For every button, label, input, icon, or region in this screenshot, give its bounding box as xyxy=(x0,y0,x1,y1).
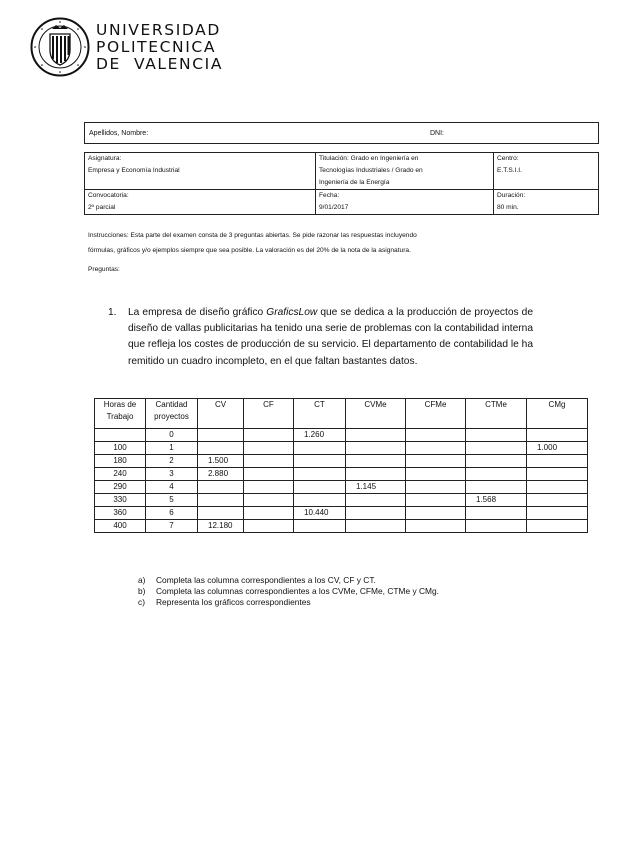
table-cell: 1 xyxy=(146,442,198,455)
cost-table xyxy=(94,398,588,533)
table-cell xyxy=(466,468,527,481)
table-cell xyxy=(346,429,406,442)
table-row xyxy=(95,442,588,455)
column-header-line: CF xyxy=(263,400,274,409)
column-header-line: CFMe xyxy=(424,400,447,409)
column-header-line: proyectos xyxy=(154,412,189,421)
table-cell xyxy=(466,481,527,494)
subject-cell xyxy=(85,153,316,190)
table-cell: 1.000 xyxy=(527,442,588,455)
column-header-line: Trabajo xyxy=(106,412,134,421)
call-label: Convocatoria: xyxy=(88,192,129,199)
column-header xyxy=(95,399,146,429)
duration-label: Duración: xyxy=(497,192,526,199)
table-row xyxy=(95,481,588,494)
table-cell: 180 xyxy=(95,455,146,468)
table-cell xyxy=(346,494,406,507)
table-row xyxy=(95,507,588,520)
table-cell xyxy=(244,455,294,468)
task-a-marker: a) xyxy=(138,575,146,585)
table-cell: 12.180 xyxy=(198,520,244,533)
table-cell xyxy=(527,494,588,507)
table-cell xyxy=(294,481,346,494)
call-value: 2º parcial xyxy=(88,204,116,211)
instructions-line-1: Instrucciones: Esta parte del examen consta de 3 preguntas abiertas. Se pide razonar las respuestas incluyendo xyxy=(88,232,417,239)
degree-cell xyxy=(316,153,494,190)
table-cell: 0 xyxy=(146,429,198,442)
column-header-line: CTMe xyxy=(485,400,507,409)
table-cell xyxy=(244,494,294,507)
column-header xyxy=(466,399,527,429)
question-1 xyxy=(108,305,533,370)
table-cell: 10.440 xyxy=(294,507,346,520)
table-cell xyxy=(466,429,527,442)
table-cell xyxy=(198,429,244,442)
table-cell: 5 xyxy=(146,494,198,507)
table-header-row xyxy=(95,399,588,429)
center-label: Centro: xyxy=(497,155,519,162)
column-header xyxy=(406,399,466,429)
table-cell xyxy=(406,507,466,520)
duration-value: 80 min. xyxy=(497,204,519,211)
name-label: Apellidos, Nombre: xyxy=(89,130,149,137)
table-cell: 1.568 xyxy=(466,494,527,507)
table-cell xyxy=(198,481,244,494)
table-cell xyxy=(346,455,406,468)
degree-line-1: Titulación: Grado en Ingeniería en xyxy=(319,155,419,162)
table-cell xyxy=(294,455,346,468)
university-seal-icon xyxy=(30,17,90,77)
task-a xyxy=(138,575,439,586)
table-row xyxy=(95,429,588,442)
university-name xyxy=(96,22,223,73)
table-cell: 360 xyxy=(95,507,146,520)
table-cell: 240 xyxy=(95,468,146,481)
table-cell xyxy=(406,468,466,481)
table-cell xyxy=(244,442,294,455)
table-cell xyxy=(466,507,527,520)
table-cell xyxy=(527,481,588,494)
table-cell: 1.145 xyxy=(346,481,406,494)
question-text-before: La empresa de diseño gráfico xyxy=(128,307,267,318)
table-cell: 2.880 xyxy=(198,468,244,481)
table-cell xyxy=(406,494,466,507)
table-cell: 6 xyxy=(146,507,198,520)
subject-label: Asignatura: xyxy=(88,155,122,162)
task-b xyxy=(138,586,439,597)
column-header-line: CMg xyxy=(548,400,566,409)
column-header-line: Cantidad xyxy=(155,400,188,409)
date-value: 9/01/2017 xyxy=(319,204,349,211)
table-cell xyxy=(466,442,527,455)
table-cell xyxy=(244,481,294,494)
table-cell xyxy=(244,507,294,520)
table-cell xyxy=(244,520,294,533)
table-cell: 3 xyxy=(146,468,198,481)
table-cell xyxy=(244,429,294,442)
table-cell xyxy=(294,494,346,507)
company-name: GraficsLow xyxy=(266,307,318,318)
question-text xyxy=(128,305,533,370)
duration-cell xyxy=(494,190,599,215)
table-row xyxy=(95,455,588,468)
column-header xyxy=(346,399,406,429)
date-cell xyxy=(316,190,494,215)
table-cell xyxy=(294,442,346,455)
degree-line-2: Tecnologías Industriales / Grado en xyxy=(319,167,423,174)
table-row xyxy=(95,520,588,533)
table-cell: 400 xyxy=(95,520,146,533)
column-header xyxy=(198,399,244,429)
table-cell xyxy=(406,429,466,442)
table-cell xyxy=(95,429,146,442)
table-cell xyxy=(527,507,588,520)
table-cell xyxy=(198,442,244,455)
table-cell xyxy=(346,507,406,520)
instructions-line-2: fórmulas, gráficos y/o ejemplos siempre que sea posible. La valoración es del 20% de la nota de la asignatura. xyxy=(88,247,411,254)
questions-heading: Preguntas: xyxy=(88,266,120,273)
degree-line-3: Ingeniería de la Energía xyxy=(319,179,390,186)
date-label: Fecha: xyxy=(319,192,340,199)
table-cell xyxy=(406,455,466,468)
task-c-text: Representa los gráficos correspondientes xyxy=(156,597,311,607)
table-cell: 290 xyxy=(95,481,146,494)
center-cell xyxy=(494,153,599,190)
question-text-after: que se dedica a la producción de proyectos de diseño de vallas publicitarias ha tenido una serie de problemas con la contabilidad interna que refleja los costes de producción de su servicio. El departamento de contabilidad le ha remitido un cuadro incompleto, en el que faltan bastantes datos. xyxy=(128,307,533,367)
table-cell xyxy=(406,520,466,533)
table-cell xyxy=(198,507,244,520)
university-name-line-1: UNIVERSIDAD xyxy=(96,21,221,39)
table-cell xyxy=(346,520,406,533)
table-cell xyxy=(527,455,588,468)
table-cell xyxy=(406,481,466,494)
table-cell xyxy=(527,429,588,442)
call-cell xyxy=(85,190,316,215)
column-header-line: Horas de xyxy=(103,400,137,409)
table-cell xyxy=(198,494,244,507)
name-dni-box xyxy=(84,122,599,144)
table-cell: 4 xyxy=(146,481,198,494)
table-cell xyxy=(294,520,346,533)
table-cell xyxy=(346,468,406,481)
table-cell xyxy=(527,520,588,533)
column-header-line: CVMe xyxy=(364,400,387,409)
column-header xyxy=(146,399,198,429)
column-header-line: CV xyxy=(214,400,227,409)
task-list xyxy=(138,575,439,608)
task-b-marker: b) xyxy=(138,586,146,596)
column-header xyxy=(294,399,346,429)
column-header xyxy=(244,399,294,429)
university-name-line-2: POLITECNICA xyxy=(96,38,217,56)
task-c xyxy=(138,597,439,608)
exam-info-table xyxy=(84,152,599,215)
table-cell xyxy=(527,468,588,481)
instructions xyxy=(88,228,598,258)
table-cell xyxy=(466,520,527,533)
task-c-marker: c) xyxy=(138,597,145,607)
table-row xyxy=(95,468,588,481)
column-header xyxy=(527,399,588,429)
table-cell xyxy=(466,455,527,468)
table-cell xyxy=(294,468,346,481)
dni-label: DNI: xyxy=(430,130,444,137)
task-a-text: Completa las columna correspondientes a los CV, CF y CT. xyxy=(156,575,376,585)
table-cell: 2 xyxy=(146,455,198,468)
table-cell: 1.500 xyxy=(198,455,244,468)
table-cell: 7 xyxy=(146,520,198,533)
table-cell: 100 xyxy=(95,442,146,455)
question-number: 1. xyxy=(108,307,117,318)
task-b-text: Completa las columnas correspondientes a los CVMe, CFMe, CTMe y CMg. xyxy=(156,586,439,596)
table-cell: 1.260 xyxy=(294,429,346,442)
university-name-line-3: DE VALENCIA xyxy=(96,55,224,73)
table-cell xyxy=(244,468,294,481)
table-row xyxy=(95,494,588,507)
center-value: E.T.S.I.I. xyxy=(497,167,522,174)
subject-value: Empresa y Economía Industrial xyxy=(88,167,180,174)
table-cell xyxy=(346,442,406,455)
table-cell xyxy=(406,442,466,455)
table-cell: 330 xyxy=(95,494,146,507)
column-header-line: CT xyxy=(314,400,325,409)
